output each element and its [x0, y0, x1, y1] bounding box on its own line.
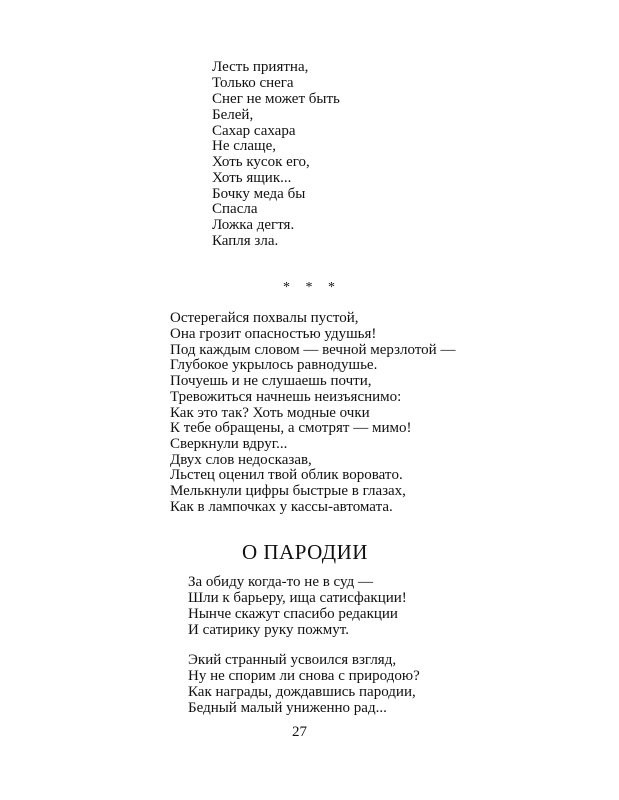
- poem-line: Двух слов недосказав,: [170, 452, 312, 468]
- poem-line: Хоть ящик...: [212, 170, 292, 186]
- stanza-separator: * * *: [283, 280, 341, 295]
- poem-line: Мелькнули цифры быстрые в глазах,: [170, 483, 406, 499]
- poem-line: Ложка дегтя.: [212, 217, 295, 233]
- poem-line: К тебе обращены, а смотрят — мимо!: [170, 420, 412, 436]
- poem-line: Как это так? Хоть модные очки: [170, 405, 370, 421]
- poem-line: Сахар сахара: [212, 123, 296, 139]
- poem-line: Тревожиться начнешь неизъяснимо:: [170, 389, 402, 405]
- poem-line: Хоть кусок его,: [212, 154, 310, 170]
- section-title: О ПАРОДИИ: [242, 540, 368, 564]
- poem-line: Под каждым словом — вечной мерзлотой —: [170, 342, 456, 358]
- poem-line: Белей,: [212, 107, 254, 123]
- poem-line: Почуешь и не слушаешь почти,: [170, 373, 372, 389]
- poem-line: Она грозит опасностью удушья!: [170, 326, 377, 342]
- poem-line: Снег не может быть: [212, 91, 340, 107]
- poem-line: Бедный малый униженно рад...: [188, 700, 387, 716]
- poem-line: Как награды, дождавшись пародии,: [188, 684, 416, 700]
- poem-line: Лесть приятна,: [212, 59, 309, 75]
- poem-line: Глубокое укрылось равнодушье.: [170, 357, 378, 373]
- poem-line: Спасла: [212, 201, 258, 217]
- poem-line: Бочку меда бы: [212, 186, 306, 202]
- poem-line: Льстец оценил твой облик вороватo.: [170, 467, 403, 483]
- poem-line: Только снега: [212, 75, 294, 91]
- poem-line: И сатирику руку пожмут.: [188, 622, 349, 638]
- poem-line: Ну не спорим ли снова с природою?: [188, 668, 420, 684]
- poem-line: Сверкнули вдруг...: [170, 436, 288, 452]
- poem-line: Как в лампочках у кассы-автомата.: [170, 499, 393, 515]
- poem-line: Остерегайся похвалы пустой,: [170, 310, 359, 326]
- poem-line: Капля зла.: [212, 233, 279, 249]
- poem-line: Экий странный усвоился взгляд,: [188, 652, 397, 668]
- poem-line: За обиду когда-то не в суд —: [188, 574, 373, 590]
- poem-line: Не слаще,: [212, 138, 276, 154]
- poem-line: Шли к барьеру, ища сатисфакции!: [188, 590, 407, 606]
- page-number: 27: [292, 724, 307, 740]
- poem-line: Нынче скажут спасибо редакции: [188, 606, 398, 622]
